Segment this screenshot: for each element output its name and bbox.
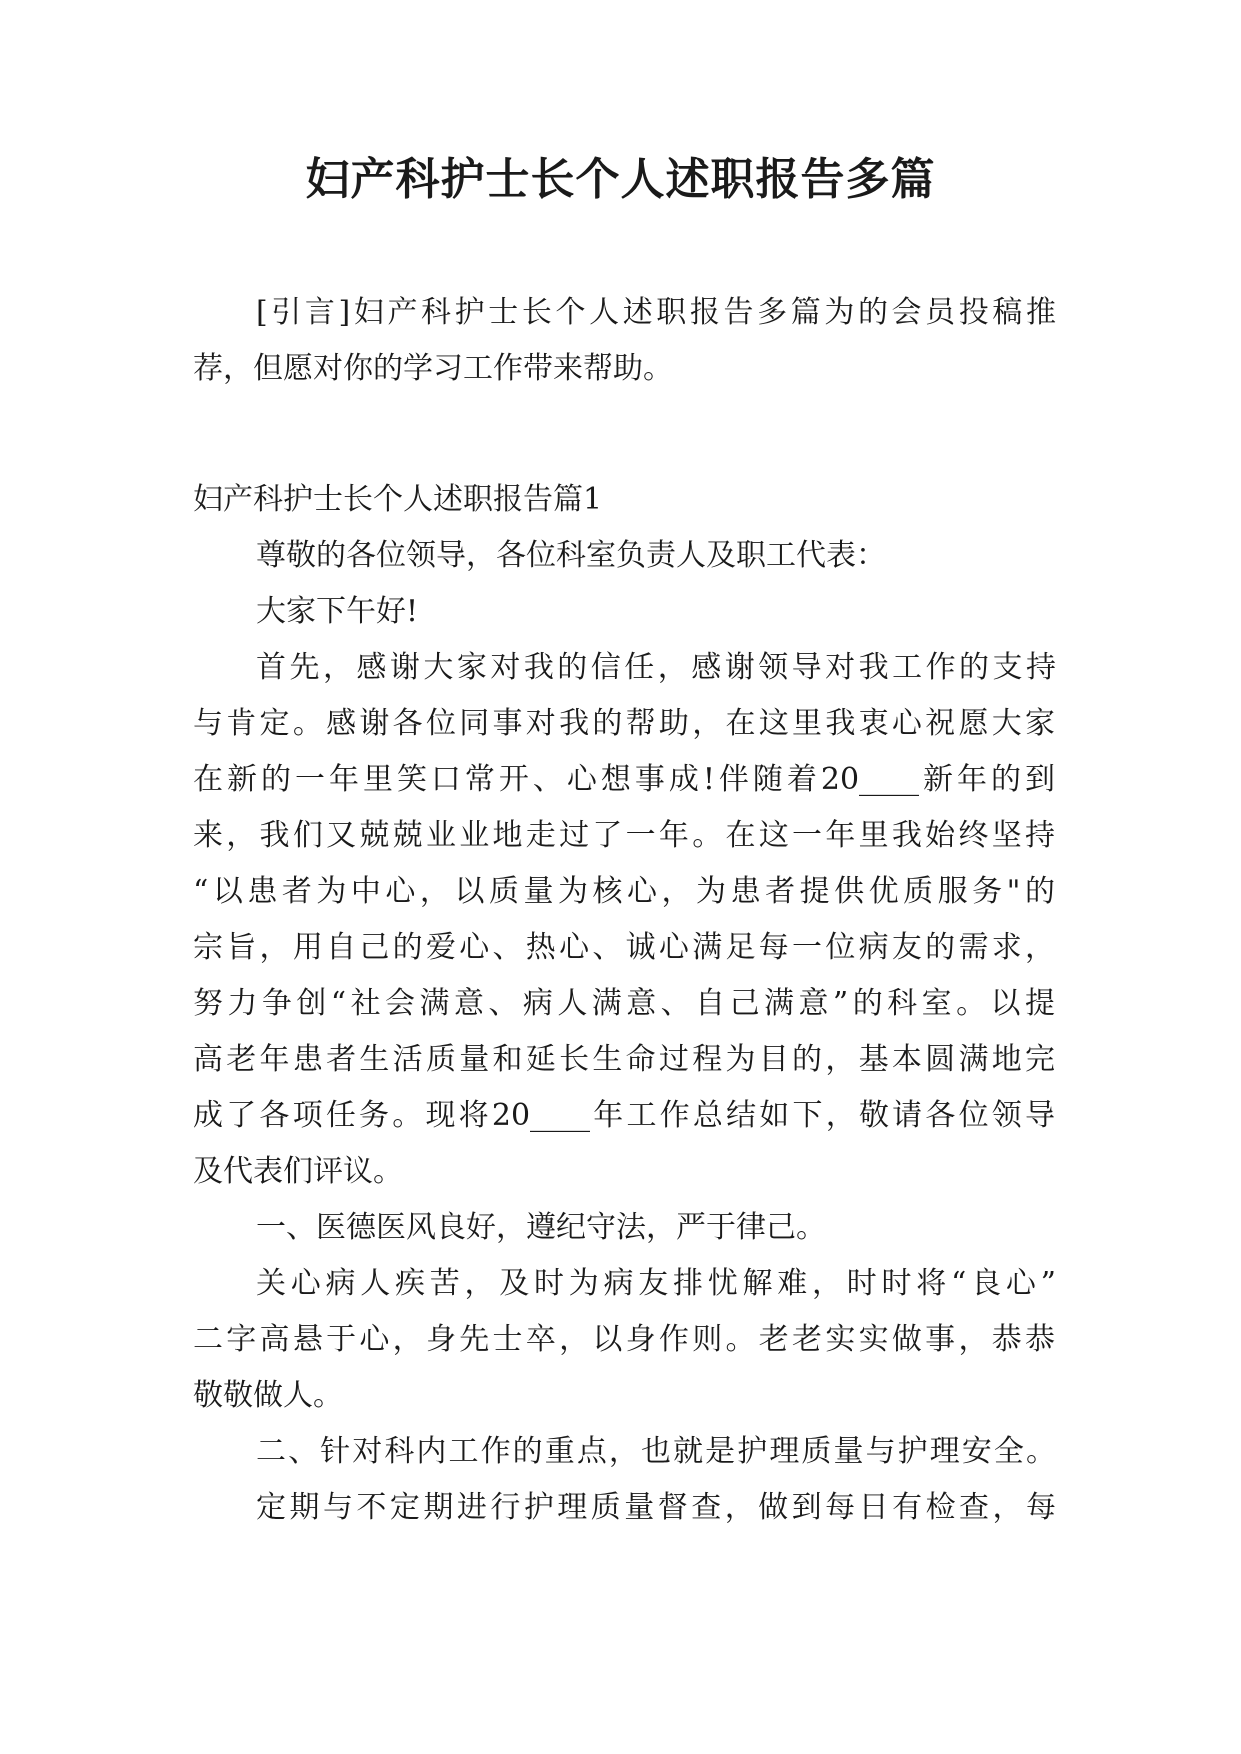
body-line-4: 来，我们又兢兢业业地走过了一年。在这一年里我始终坚持 xyxy=(193,818,1055,853)
document-title: 妇产科护士长个人述职报告多篇 xyxy=(305,154,936,205)
point-1-line-1: 关心病人疾苦，及时为病友排忧解难，时时将“良心” xyxy=(256,1266,1056,1301)
greeting-line: 大家下午好! xyxy=(256,594,419,629)
intro-line-1: [引言]妇产科护士长个人述职报告多篇为的会员投稿推 xyxy=(256,295,1056,330)
body-line-2: 与肯定。感谢各位同事对我的帮助，在这里我衷心祝愿大家 xyxy=(193,706,1055,741)
body-line-1: 首先，感谢大家对我的信任，感谢领导对我工作的支持 xyxy=(256,650,1056,685)
intro-line-2: 荐，但愿对你的学习工作带来帮助。 xyxy=(193,351,673,386)
point-1-line-3: 敬敬做人。 xyxy=(193,1378,343,1413)
salutation-line: 尊敬的各位领导，各位科室负责人及职工代表： xyxy=(256,538,886,573)
body-line-6: 宗旨，用自己的爱心、热心、诚心满足每一位病友的需求， xyxy=(193,930,1055,965)
body-line-5: “以患者为中心，以质量为核心，为患者提供优质服务"的 xyxy=(193,874,1055,909)
body-line-3: 在新的一年里笑口常开、心想事成!伴随着20____新年的到 xyxy=(193,762,1055,797)
section-heading-1: 妇产科护士长个人述职报告篇1 xyxy=(193,482,603,517)
body-line-8: 高老年患者生活质量和延长生命过程为目的，基本圆满地完 xyxy=(193,1042,1055,1077)
point-1-line-2: 二字高悬于心，身先士卒，以身作则。老老实实做事，恭恭 xyxy=(193,1322,1055,1357)
point-heading-1: 一、医德医风良好，遵纪守法，严于律己。 xyxy=(256,1210,826,1245)
body-line-10: 及代表们评议。 xyxy=(193,1154,403,1189)
point-2-line-1: 定期与不定期进行护理质量督查，做到每日有检查，每 xyxy=(256,1490,1056,1525)
point-heading-2: 二、针对科内工作的重点，也就是护理质量与护理安全。 xyxy=(256,1434,1056,1469)
body-line-7: 努力争创“社会满意、病人满意、自己满意”的科室。以提 xyxy=(193,986,1055,1021)
body-line-9: 成了各项任务。现将20____年工作总结如下，敬请各位领导 xyxy=(193,1098,1055,1133)
